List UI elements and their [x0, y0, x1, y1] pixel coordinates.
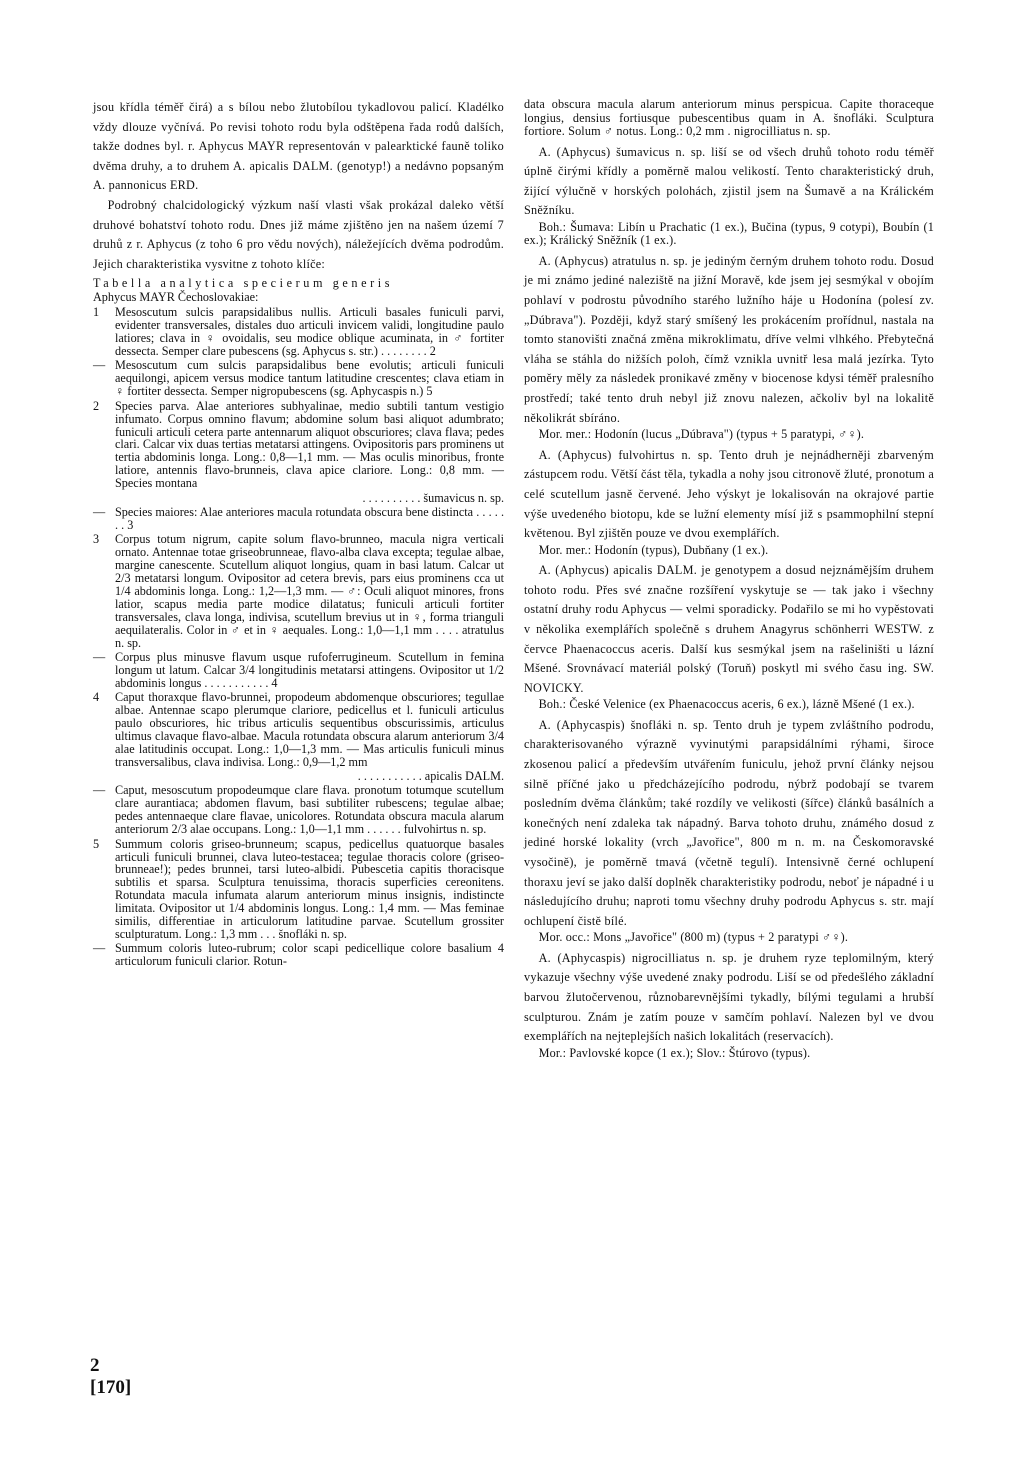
key-entry-text: Species maiores: Alae anteriores macula rotundata obscura bene distincta . . . . . . . 3 — [115, 504, 504, 532]
locality-record: Boh.: Šumava: Libín u Prachatic (1 ex.), Bučina (typus, 9 cotypi), Boubín (1 ex.); Králický Sněžník (1 ex.). — [524, 219, 934, 248]
intro-paragraph-1: jsou křídla téměř čirá) a s bílou nebo žlutobílou tykadlovou palicí. Kladélko vždy dlouze vyčnívá. Po revisi tohoto rodu byla odštěpena řada rodů dalších, takže dodnes byl. r. Aphycus MAYR representován v palearktické fauně toliko dvěma druhy, a to druhem A. apicalis DALM. (genotyp!) a nedávno popsaným A. pannonicus ERD. — [93, 100, 504, 193]
key-entry-number: — — [93, 358, 106, 373]
key-entry-text: Corpus totum nigrum, capite solum flavo-brunneo, macula nigra verticali ornato. Antennae totae griseobrunneae, flavo-alba clava excepta; tegulae albae, margine canescente. Scutellum aliquot longius, quam in basi latum. Calcar ut 2/3 metatarsi longum. Ovipositor ad cetera brevis, pars eius prominens cca ut 1/4 abdominis longa. Long.: 1,2—1,3 mm. — ♂: Oculi aliquot minores, frons latior, scapus media parte modice dilatatus; funiculi articuli fortiter transversales, clava longa, indivisa, scutellum brevius ut in ♀, forma trianguli aequilateralis. Color in ♂ et in ♀ aequales. Long.: 1,0—1,1 mm . . . . atratulus n. sp. — [115, 532, 504, 650]
key-entry — [93, 942, 504, 968]
key-entry-text: . . . . . . . . . . . apicalis DALM. — [357, 769, 504, 784]
species-paragraph: A. (Aphycaspis) šnofláki n. sp. Tento druh je typem zvláštního podrodu, charakterisovaného výrazně vyvinutými parapsidálními rýhami, široce zkosenou palicí a především utvářením funiculu, jehož první články nejsou silně příčné jako u předcházejícího podrodu, nýbrž podobají se tvarem posledním dvěma článkům; také rozdíly ve velikosti (šířce) článků basálních a konečných není zdaleka tak nápadný. Barva tohoto druhu, známého dosud z jediné horské lokality (vrch „Javořice", 800 m n. m. na Českomoravské vysočině), je poměrně tmavá (včetně tegulí). Intensivně černé ochlupení thoraxu jeví se jako další doplněk charakteristiky podrodu, neboť je nápadné i u následujícího druhu; naproti tomu všechny druhy podrodu Aphycus s. str. mají ochlupení čistě bílé. — [524, 717, 934, 928]
key-entry — [93, 651, 504, 690]
locality-record: Mor. mer.: Hodonín (typus), Dubňany (1 ex.). — [538, 542, 769, 557]
species-paragraph: A. (Aphycus) apicalis DALM. je genotypem a dosud nejznámějším druhem tohoto rodu. Přes své značne rozšíření vyskytuje se — tak jako i všechny ostatní druhy rodu Aphycus — velmi sporadicky. Podařilo se mi ho vypěstovati v několika exemplářích společně s druhem Anagyrus schönherri WESTW. z červce Phaenacoccus aceris. Další kus sesmýkal jsem na rašeliništi u lázní Mšené. Srovnávací materiál polský (Toruň) poskytl mi svého času ing. SW. NOVICKY. — [524, 563, 934, 695]
key-entry-number: 5 — [93, 836, 100, 851]
key-entry-number: 2 — [93, 398, 100, 413]
key-entry — [93, 770, 504, 783]
key-entry — [93, 533, 504, 649]
locality-record: Mor. mer.: Hodonín (lucus „Dúbrava") (typus + 5 paratypi, ♂♀). — [538, 427, 865, 442]
key-entry-number: — — [93, 649, 106, 664]
table-heading — [93, 276, 504, 290]
key-entry-number: 3 — [93, 532, 100, 547]
locality-record: data obscura macula alarum anteriorum minus perspicua. Capite thoraceque longius, densius fortiusque pubescentibus quam in A. šnofláki. Sculptura fortiore. Solum ♂ notus. Long.: 0,2 mm . nigrocilliatus n. sp. — [524, 97, 934, 138]
key-entry-text: Mesoscutum cum sulcis parapsidalibus bene evolutis; articuli funiculi aequilongi, apicem versus modice tantum latitudine crescentes; clava etiam in ♀ fortiter dessecta. Semper nigropubescens (sg. Aphycaspis n.) 5 — [115, 358, 504, 399]
page-number: 2 — [90, 1355, 100, 1376]
page-number-bracket: [170] — [90, 1377, 132, 1398]
species-paragraph: A. (Aphycus) atratulus n. sp. je jediným černým druhem tohoto rodu. Dosud je mi známo jediné naleziště na jižní Moravě, kde jsem jej sesmýkal v obojím pohlaví v podrostu původního starého lužního háje u Hodonína (polesí zv. „Dúbrava"). Později, když starý smíšený les prokácením prořídnul, nastala na tomto stanovišti značná změna mikroklimatu, dříve velmi vlhkého. Přebytečná vláha se stáhla do nižších poloh, čímž vznikla uvnitř lesa malá jezírka. Tyto poměry měly za následek pronikavé změny v biocenose kdysi téměř pralesního prostředí; také tento druh nebyl již znovu nalezen, ačkoliv byl na lokalitě několikrát sbíráno. — [524, 253, 934, 425]
key-entry-number: 4 — [93, 690, 100, 705]
locality-record: Mor. occ.: Mons „Javořice" (800 m) (typus + 2 paratypi ♂♀). — [538, 930, 849, 945]
key-entry-text: Corpus plus minusve flavum usque rufoferrugineum. Scutellum in femina longum ut latum. Calcar 3/4 longitudinis metatarsi attingens. Ovipositor ut 1/2 abdominis longus . . . . . . . . . . . 4 — [115, 649, 504, 690]
key-entry — [93, 359, 504, 398]
intro-paragraph-2: Podrobný chalcidologický výzkum naší vlasti však prokázal daleko větší druhové bohatství tohoto rodu. Dnes již máme zjištěno jen na našem území 7 druhů z r. Aphycus (z toho 6 pro vědu nových), náležejících dvěma podrodům. Jejich charakteristika vysvitne z tohoto klíče: — [93, 197, 504, 271]
key-entry — [93, 400, 504, 490]
key-entry-text: Summum coloris griseo-brunneum; scapus, pedicellus quatuorque basales articuli funiculi brunnei, clava luteo-testacea; tegulae thoracis colore (griseo-brunneae!); pedes brunnei, tarsi luteo-albidi. Pubescetia capitis thoracisque subtilis et sparsa. Sculptura tenuissima, thoracis superficies cereonitens. Rotundata macula infumata alarum anteriorum minus insignis, indistincte limitata. Ovipositor ut 1/4 abdominis longus. Long.: 1,4 mm. — Mas feminae similis, differentiae in articulorum latitudine parvae. Scutellum grossiter sculpturatum. Long.: 1,3 mm . . . šnofláki n. sp. — [115, 836, 504, 941]
key-entry-text: . . . . . . . . . . šumavicus n. sp. — [362, 490, 504, 505]
key-entry — [93, 784, 504, 836]
key-entry-text: Summum coloris luteo-rubrum; color scapi pedicellique colore basalium 4 articulorum funiculi clarior. Rotun- — [115, 941, 504, 969]
table-heading-text: Tabella analytica specierum generis — [93, 276, 394, 291]
key-entry-number: 1 — [93, 305, 100, 320]
right-column — [524, 98, 934, 1064]
spacer — [524, 1060, 934, 1064]
table-subheading: Aphycus MAYR Čechoslovakiae: — [93, 290, 259, 305]
key-entry — [93, 492, 504, 505]
key-entry-text: Caput thoraxque flavo-brunnei, propodeum abdomenque obscuriores; tegullae albae. Antennae scapo plerumque clariore, pedicellus et l. funiculi articulus paulo obscuriores, hic tribus articulis sequentibus obscurissimis, articulus ultimus clavaque flavo-albae. Macula rotundata obscura alarum anteriorum 3/4 alae latitudinis occupat. Long.: 1,0—1,3 mm. — Mas articulis funiculi minus transversalibus, clava indivisa. Long.: 0,9—1,2 mm — [115, 690, 504, 769]
species-paragraph: A. (Aphycus) šumavicus n. sp. liší se od všech druhů tohoto rodu téměř úplně čirými křídly a poměrně malou velikostí. Tento charakteristický druh, žijící výlučně v horských polohách, zjistil jsem na Šumavě a na Králickém Sněžníku. — [524, 144, 934, 218]
species-paragraph: A. (Aphycaspis) nigrocilliatus n. sp. je druhem ryze teplomilným, který vykazuje všechny výše uvedené znaky podrodu. Liší se od předešlého základní barvou žlutočervenou, různobarevnějšími tykadly, bílými tegulami a hrubší sculpturou. Znám je zatím pouze v samčím pohlaví. Nalezen byl ve dvou exemplářích na nejteplejších našich lokalitách (reservacích). — [524, 950, 934, 1044]
key-entry-text: Mesoscutum sulcis parapsidalibus nullis. Articuli basales funiculi parvi, evidenter transversales, distales duo articuli invicem validi, longitudine paulo latiores; clava in ♀ ovoidalis, seu modice oblique acuminata, in ♂ fortiter dessecta. Semper clare pubescens (sg. Aphycus s. str.) . . . . . . . . 2 — [115, 305, 504, 359]
key-entry-number: — — [93, 504, 106, 519]
determination-key — [93, 306, 504, 968]
locality-record: Mor.: Pavlovské kopce (1 ex.); Slov.: Štúrovo (typus). — [538, 1045, 811, 1060]
key-entry — [93, 506, 504, 532]
species-paragraph: A. (Aphycus) fulvohirtus n. sp. Tento druh je nejnádherněji zbarveným zástupcem rodu. Větší část těla, tykadla a nohy jsou citronově žluté, pronotum a celé scutellum jasně červené. Jeho výskyt je lokalisován na okrajové partie výše uvedeného biotopu, kde se lužní elementy mísí již s psammophilní stepní květenou. Byl zjištěn pouze ve dvou exemplářích. — [524, 447, 935, 541]
key-entry — [93, 306, 504, 358]
key-entry-text: Caput, mesoscutum propodeumque clare flava. pronotum totumque scutellum clare aurantiaca; abdomen flavum, basi subtiliter rubescens; tegulae albae; pedes antennaeque clare flavae, unicolores. Rotundata obscura macula alarum anteriorum 2/3 alae occupans. Long.: 1,0—1,1 mm . . . . . . fulvohirtus n. sp. — [115, 783, 504, 837]
locality-record: Boh.: České Velenice (ex Phaenacoccus aceris, 6 ex.), lázně Mšené (1 ex.). — [538, 697, 915, 712]
key-entry-number: — — [93, 941, 106, 956]
key-entry-text: Species parva. Alae anteriores subhyalinae, medio subtili tantum vestigio infumato. Corpus omnino flavum; abdomine solum basi aliquot adumbrato; funiculi articuli cetera parte antennarum aliquot obscuriores; clava flava; pedes clari. Calcar vix duas tertias metatarsi attingens. Ovipositoris pars prominens ut tertia abdominis longa. Long.: 0,8—1,1 mm. — Mas oculis minoribus, fronte latiore, antennis flavo-brunneis, clava apice clariore. Long.: 0,8 mm. — Species montana — [115, 398, 504, 491]
left-column — [93, 98, 504, 970]
key-entry-number: — — [93, 783, 106, 798]
key-entry — [93, 691, 504, 768]
key-entry — [93, 838, 504, 941]
